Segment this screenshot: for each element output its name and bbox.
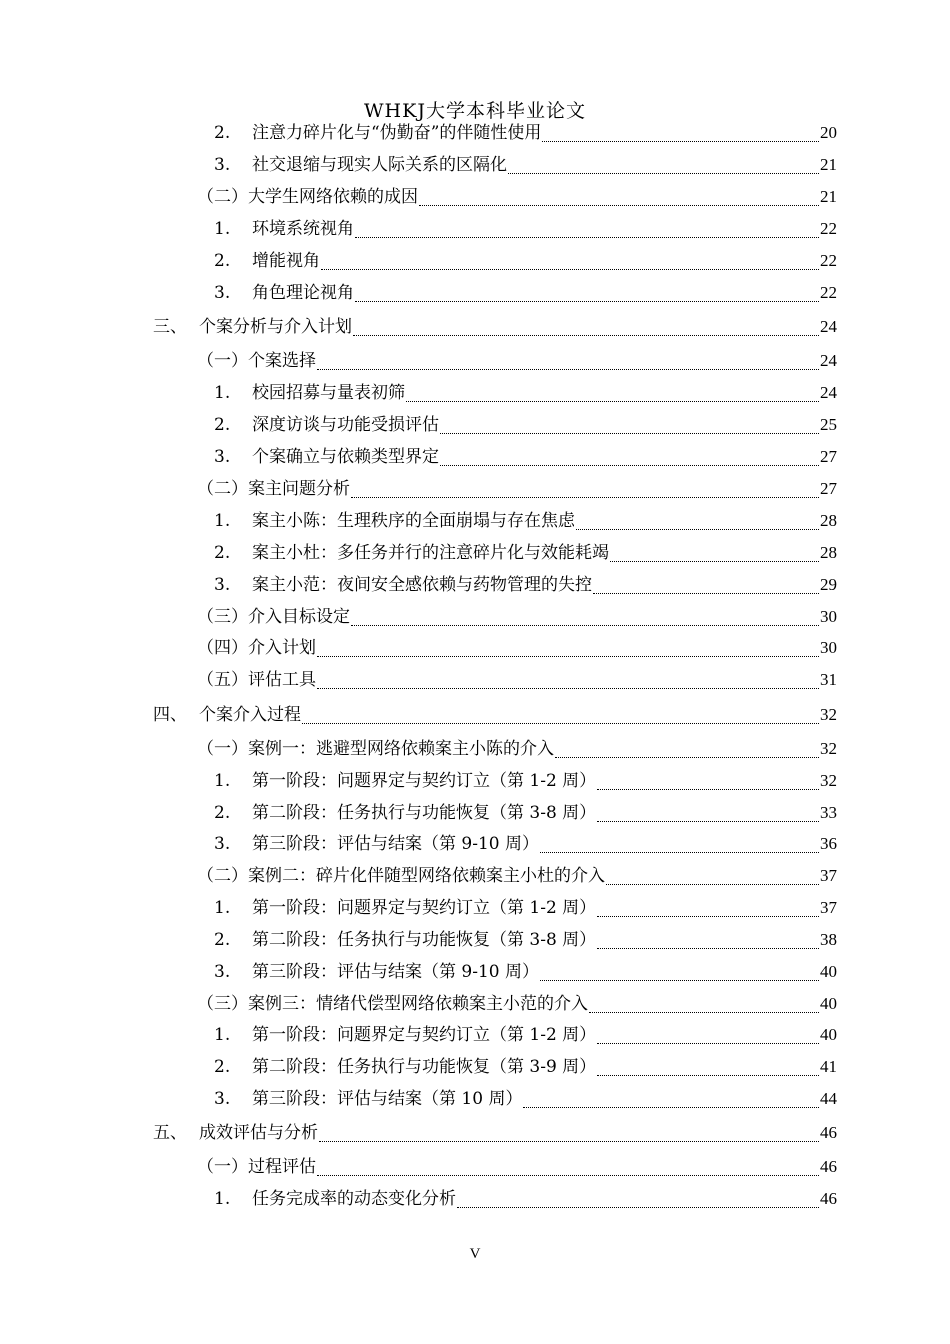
dot-leader bbox=[419, 204, 819, 206]
toc-entry[interactable] bbox=[214, 797, 837, 829]
dot-leader bbox=[302, 722, 819, 724]
toc-entry-title: （三）介入目标设定 bbox=[197, 607, 350, 627]
toc-entry[interactable] bbox=[197, 1151, 837, 1183]
toc-entry-page: 46 bbox=[820, 1123, 837, 1142]
toc-entry[interactable] bbox=[214, 1183, 837, 1215]
toc-entry-page: 38 bbox=[820, 930, 837, 949]
dot-leader bbox=[523, 1106, 819, 1108]
toc-entry[interactable] bbox=[214, 1083, 837, 1115]
dot-leader bbox=[542, 140, 819, 142]
toc-entry-number: 四、 bbox=[153, 705, 187, 725]
toc-entry[interactable] bbox=[214, 1019, 837, 1051]
dot-leader bbox=[540, 851, 819, 853]
toc-entry-title: 深度访谈与功能受损评估 bbox=[252, 415, 439, 435]
toc-entry-number: 3. bbox=[214, 834, 231, 854]
dot-leader bbox=[353, 334, 819, 336]
toc-entry-title: 案主小杜：多任务并行的注意碎片化与效能耗竭 bbox=[252, 543, 609, 563]
toc-entry-page: 22 bbox=[820, 251, 837, 270]
dot-leader bbox=[317, 368, 819, 370]
dot-leader bbox=[589, 1011, 819, 1013]
toc-entry-title: （一）过程评估 bbox=[197, 1157, 316, 1177]
toc-entry-number: 2. bbox=[214, 930, 231, 950]
toc-entry-page: 24 bbox=[820, 383, 837, 402]
toc-entry-number: 1. bbox=[214, 1025, 231, 1045]
toc-entry[interactable] bbox=[197, 601, 837, 633]
dot-leader bbox=[597, 820, 819, 822]
dot-leader bbox=[555, 756, 819, 758]
toc-entry-number: 2. bbox=[214, 1057, 231, 1077]
toc-entry[interactable] bbox=[214, 409, 837, 441]
toc-entry-page: 33 bbox=[820, 803, 837, 822]
toc-entry-page: 41 bbox=[820, 1057, 837, 1076]
toc-entry-page: 40 bbox=[820, 994, 837, 1013]
toc-entry-page: 30 bbox=[820, 607, 837, 626]
toc-entry[interactable] bbox=[197, 860, 837, 892]
toc-entry[interactable] bbox=[214, 245, 837, 277]
dot-leader bbox=[355, 236, 819, 238]
toc-entry-number: 三、 bbox=[153, 317, 187, 337]
dot-leader bbox=[406, 400, 819, 402]
toc-entry[interactable] bbox=[153, 311, 837, 343]
toc-entry-page: 21 bbox=[820, 187, 837, 206]
dot-leader bbox=[597, 915, 819, 917]
toc-entry-number: 2. bbox=[214, 251, 231, 271]
dot-leader bbox=[597, 788, 819, 790]
toc-entry[interactable] bbox=[214, 537, 837, 569]
toc-entry[interactable] bbox=[214, 277, 837, 309]
toc-entry-page: 36 bbox=[820, 834, 837, 853]
toc-entry-title: 案主小陈：生理秩序的全面崩塌与存在焦虑 bbox=[252, 511, 575, 531]
toc-entry[interactable] bbox=[214, 377, 837, 409]
dot-leader bbox=[321, 268, 819, 270]
toc-entry[interactable] bbox=[197, 473, 837, 505]
toc-entry-number: 3. bbox=[214, 575, 231, 595]
toc-entry-title: 第二阶段：任务执行与功能恢复（第 3-9 周） bbox=[252, 1057, 597, 1077]
toc-entry-title: 注意力碎片化与“伪勤奋”的伴随性使用 bbox=[252, 123, 542, 143]
toc-entry[interactable] bbox=[153, 699, 837, 731]
toc-entry-number: 五、 bbox=[153, 1123, 187, 1143]
toc-entry[interactable] bbox=[197, 632, 837, 664]
page-number: V bbox=[469, 1246, 481, 1262]
dot-leader bbox=[610, 560, 819, 562]
dot-leader bbox=[576, 528, 819, 530]
toc-entry-number: 1. bbox=[214, 383, 231, 403]
toc-entry[interactable] bbox=[214, 956, 837, 988]
dot-leader bbox=[317, 655, 819, 657]
toc-entry-title: 案主小范：夜间安全感依赖与药物管理的失控 bbox=[252, 575, 592, 595]
toc-entry[interactable] bbox=[197, 345, 837, 377]
toc-entry[interactable] bbox=[214, 213, 837, 245]
toc-entry-title: 第三阶段：评估与结案（第 9-10 周） bbox=[252, 962, 539, 982]
toc-entry-page: 28 bbox=[820, 543, 837, 562]
toc-entry-page: 32 bbox=[820, 771, 837, 790]
toc-entry[interactable] bbox=[214, 924, 837, 956]
toc-entry-title: （一）个案选择 bbox=[197, 351, 316, 371]
dot-leader bbox=[606, 883, 819, 885]
toc-entry-title: 第一阶段：问题界定与契约订立（第 1-2 周） bbox=[252, 771, 597, 791]
toc-entry-number: 1. bbox=[214, 771, 231, 791]
toc-entry-title: （五）评估工具 bbox=[197, 670, 316, 690]
toc-entry[interactable] bbox=[153, 1117, 837, 1149]
toc-entry-page: 21 bbox=[820, 155, 837, 174]
dot-leader bbox=[351, 496, 819, 498]
toc-entry-title: 社交退缩与现实人际关系的区隔化 bbox=[252, 155, 507, 175]
toc-entry-page: 25 bbox=[820, 415, 837, 434]
toc-entry-title: 角色理论视角 bbox=[252, 283, 354, 303]
dot-leader bbox=[319, 1140, 819, 1142]
toc-entry-title: 增能视角 bbox=[252, 251, 320, 271]
dot-leader bbox=[355, 300, 819, 302]
toc-entry-page: 32 bbox=[820, 739, 837, 758]
toc-entry[interactable] bbox=[197, 664, 837, 696]
dot-leader bbox=[593, 592, 819, 594]
toc-entry-page: 30 bbox=[820, 638, 837, 657]
toc-entry-page: 22 bbox=[820, 283, 837, 302]
toc-entry-page: 27 bbox=[820, 447, 837, 466]
toc-entry-title: （三）案例三：情绪代偿型网络依赖案主小范的介入 bbox=[197, 994, 588, 1014]
toc-entry-number: 3. bbox=[214, 155, 231, 175]
toc-entry-title: （二）案主问题分析 bbox=[197, 479, 350, 499]
toc-entry-title: 第三阶段：评估与结案（第 10 周） bbox=[252, 1089, 523, 1109]
toc-entry-page: 29 bbox=[820, 575, 837, 594]
toc-entry[interactable] bbox=[214, 1051, 837, 1083]
toc-entry-number: 2. bbox=[214, 543, 231, 563]
toc-entry-page: 31 bbox=[820, 670, 837, 689]
toc-entry-page: 32 bbox=[820, 705, 837, 724]
dot-leader bbox=[457, 1206, 819, 1208]
toc-entry[interactable] bbox=[214, 569, 837, 601]
toc-entry-number: 1. bbox=[214, 511, 231, 531]
toc-entry-title: （一）案例一：逃避型网络依赖案主小陈的介入 bbox=[197, 739, 554, 759]
toc-entry-number: 2. bbox=[214, 123, 231, 143]
toc-entry[interactable] bbox=[214, 765, 837, 797]
toc-entry-title: （二）大学生网络依赖的成因 bbox=[197, 187, 418, 207]
toc-entry-page: 28 bbox=[820, 511, 837, 530]
toc-entry[interactable] bbox=[214, 892, 837, 924]
toc-entry-page: 27 bbox=[820, 479, 837, 498]
toc-entry-number: 2. bbox=[214, 803, 231, 823]
dot-leader bbox=[597, 947, 819, 949]
toc-entry[interactable] bbox=[197, 181, 837, 213]
toc-entry-page: 22 bbox=[820, 219, 837, 238]
dot-leader bbox=[597, 1042, 819, 1044]
dot-leader bbox=[540, 979, 819, 981]
toc-entry-number: 1. bbox=[214, 219, 231, 239]
dot-leader bbox=[440, 432, 819, 434]
dot-leader bbox=[317, 687, 819, 689]
toc-entry-page: 46 bbox=[820, 1189, 837, 1208]
toc-entry-page: 44 bbox=[820, 1089, 837, 1108]
toc-entry-title: 第一阶段：问题界定与契约订立（第 1-2 周） bbox=[252, 898, 597, 918]
toc-entry-title: （四）介入计划 bbox=[197, 638, 316, 658]
toc-entry-title: 个案介入过程 bbox=[199, 705, 301, 725]
toc-entry-number: 3. bbox=[214, 962, 231, 982]
toc-entry-title: 任务完成率的动态变化分析 bbox=[252, 1189, 456, 1209]
toc-entry-title: 校园招募与量表初筛 bbox=[252, 383, 405, 403]
toc-entry-number: 3. bbox=[214, 447, 231, 467]
toc-entry-title: 个案确立与依赖类型界定 bbox=[252, 447, 439, 467]
toc-entry-title: 成效评估与分析 bbox=[199, 1123, 318, 1143]
dot-leader bbox=[508, 172, 819, 174]
toc-entry-number: 1. bbox=[214, 1189, 231, 1209]
toc-entry[interactable] bbox=[214, 149, 837, 181]
toc-entry[interactable] bbox=[214, 441, 837, 473]
toc-entry-title: （二）案例二：碎片化伴随型网络依赖案主小杜的介入 bbox=[197, 866, 605, 886]
toc-entry-page: 40 bbox=[820, 962, 837, 981]
toc-entry-title: 环境系统视角 bbox=[252, 219, 354, 239]
toc-entry[interactable] bbox=[214, 505, 837, 537]
dot-leader bbox=[317, 1174, 819, 1176]
dot-leader bbox=[351, 624, 819, 626]
page-header: WHKJ大学本科毕业论文 bbox=[364, 100, 586, 122]
toc-entry-number: 3. bbox=[214, 1089, 231, 1109]
toc-entry[interactable] bbox=[197, 733, 837, 765]
toc-entry-title: 第二阶段：任务执行与功能恢复（第 3-8 周） bbox=[252, 803, 597, 823]
toc-entry[interactable] bbox=[197, 988, 837, 1020]
toc-entry-page: 37 bbox=[820, 898, 837, 917]
toc-entry-page: 24 bbox=[820, 317, 837, 336]
toc-entry-number: 1. bbox=[214, 898, 231, 918]
toc-entry-page: 46 bbox=[820, 1157, 837, 1176]
toc-entry-number: 3. bbox=[214, 283, 231, 303]
toc-entry[interactable] bbox=[214, 828, 837, 860]
toc-entry[interactable] bbox=[214, 117, 837, 149]
toc-entry-number: 2. bbox=[214, 415, 231, 435]
toc-entry-title: 第二阶段：任务执行与功能恢复（第 3-8 周） bbox=[252, 930, 597, 950]
toc-entry-page: 20 bbox=[820, 123, 837, 142]
toc-entry-title: 第一阶段：问题界定与契约订立（第 1-2 周） bbox=[252, 1025, 597, 1045]
dot-leader bbox=[597, 1074, 819, 1076]
toc-entry-page: 37 bbox=[820, 866, 837, 885]
toc-entry-page: 24 bbox=[820, 351, 837, 370]
dot-leader bbox=[440, 464, 819, 466]
toc-entry-page: 40 bbox=[820, 1025, 837, 1044]
toc-entry-title: 第三阶段：评估与结案（第 9-10 周） bbox=[252, 834, 539, 854]
toc-entry-title: 个案分析与介入计划 bbox=[199, 317, 352, 337]
